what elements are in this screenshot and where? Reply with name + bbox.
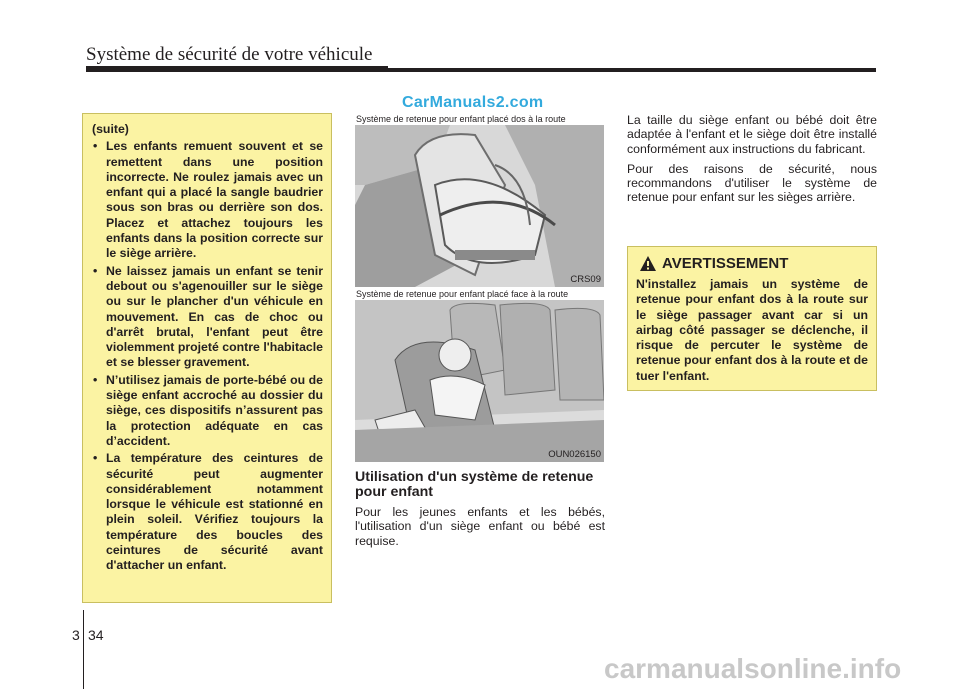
bullet-item: • Les enfants remuent souvent et se remettent dans une position incorrecte. Ne roulez jamais avec un enfant qui a placé la sangle baudrier sous son bras ou derrière son dos. Placez et attachez toujours les enfants dans la position correcte sur le siège arrière. [92,139,323,261]
section-paragraph-text: Pour les jeunes enfants et les bébés, l'utilisation d'un siège enfant ou bébé est requise. [355,505,605,548]
section-heading: Utilisation d'un système de retenue pour enfant [355,469,594,500]
bullet-item: • N’utilisez jamais de porte-bébé ou de siège enfant accroché au dossier du siège, ces dispositifs n’assurent pas la protection adéquate en cas d’accident. [92,373,323,449]
figure-forward-facing-code: OUN026150 [548,449,601,460]
warning-title: AVERTISSEMENT [662,255,789,272]
right-paragraph-1: La taille du siège enfant ou bébé doit être adaptée à l'enfant et le siège doit être installé conformément aux instructions du fabricant. [627,113,877,156]
footer-divider [83,610,84,689]
warning-text: N'installez jamais un système de retenue pour enfant dos à la route sur le siège passager avant car si un airbag côté passager se déclenche, il risque de percuter le système de retenue pour enfant dos à la route et de tuer l'enfant. [636,277,868,383]
warning-triangle-icon [640,256,656,271]
header-rule-accent [86,66,388,72]
continued-warning-box [82,113,332,603]
section-paragraph [355,505,605,554]
bullet-item: • La température des ceintures de sécurité peut augmenter considérablement notamment lorsque le véhicule est stationné en plein soleil. Vérifiez toujours la température des boucles des ceintures de sécurité avant d'attacher un enfant. [92,451,323,573]
warning-box [627,246,877,391]
rear-facing-seat-image [355,125,604,287]
right-column-text [627,113,877,211]
page-header-title: Système de sécurité de votre véhicule [86,44,373,65]
figure-forward-facing-caption: Système de retenue pour enfant placé face à la route [356,289,569,299]
continued-label: (suite) [92,122,129,136]
warning-title-row [640,255,868,272]
page-number-value: 34 [88,627,104,643]
bullet-item: • Ne laissez jamais un enfant se tenir debout ou s'agenouiller sur le siège ou sur le plancher d'un véhicule en mouvement. En cas de choc ou d'arrêt brutal, l'enfant peut être violemment projeté contre l'habitacle et se blesser gravement. [92,264,323,371]
figure-rear-facing-code: CRS09 [570,274,601,285]
section-number: 3 [72,627,80,643]
warning-bullet-list [92,139,323,573]
forward-facing-seat-image [355,300,604,462]
watermark-top: CarManuals2.com [402,94,544,111]
watermark-bottom: carmanualsonline.info [604,653,902,684]
figure-rear-facing-caption: Système de retenue pour enfant placé dos à la route [356,114,566,124]
right-paragraph-2: Pour des raisons de sécurité, nous recommandons d'utiliser le système de retenue pour enfant sur les sièges arrière. [627,161,877,205]
